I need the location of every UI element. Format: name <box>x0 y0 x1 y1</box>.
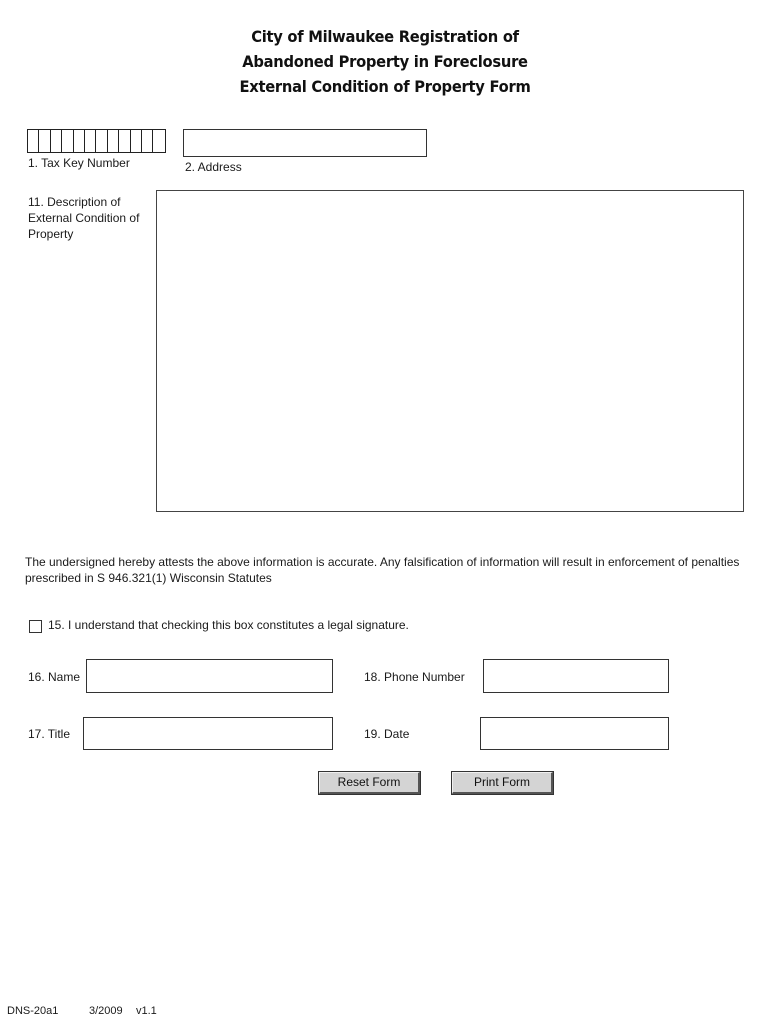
tax-key-digit-7[interactable] <box>96 130 107 152</box>
tax-key-digit-10[interactable] <box>131 130 142 152</box>
print-form-button[interactable]: Print Form <box>452 772 553 794</box>
form-title <box>31 24 739 99</box>
title-input[interactable] <box>83 717 333 750</box>
tax-key-digit-6[interactable] <box>85 130 96 152</box>
date-input[interactable] <box>480 717 669 750</box>
address-input[interactable] <box>183 129 427 157</box>
signature-checkbox[interactable] <box>29 620 42 633</box>
phone-number-input[interactable] <box>483 659 669 693</box>
reset-form-button[interactable]: Reset Form <box>319 772 420 794</box>
tax-key-digit-9[interactable] <box>119 130 130 152</box>
tax-key-digit-12[interactable] <box>153 130 164 152</box>
title-label: 17. Title <box>28 727 71 741</box>
footer-version: v1.1 <box>136 1005 157 1017</box>
tax-key-digit-1[interactable] <box>28 130 39 152</box>
tax-key-digit-5[interactable] <box>74 130 85 152</box>
tax-key-digit-2[interactable] <box>39 130 50 152</box>
description-textarea[interactable] <box>156 190 744 512</box>
name-label: 16. Name <box>28 670 81 684</box>
address-label: 2. Address <box>185 160 242 174</box>
name-input[interactable] <box>86 659 333 693</box>
signature-label: 15. I understand that checking this box constitutes a legal signature. <box>48 618 409 632</box>
tax-key-digit-3[interactable] <box>51 130 62 152</box>
tax-key-digit-4[interactable] <box>62 130 73 152</box>
attestation-text: The undersigned hereby attests the above information is accurate. Any falsification of information will result in enforcement of penalties prescribed in S 946.321(1) Wisconsin Statutes <box>25 555 740 585</box>
footer-date: 3/2009 <box>89 1005 123 1017</box>
phone-number-label: 18. Phone Number <box>364 670 465 684</box>
description-label: 11. Description of External Condition of Property <box>28 195 140 241</box>
tax-key-digit-11[interactable] <box>142 130 153 152</box>
tax-key-label: 1. Tax Key Number <box>28 156 130 170</box>
title-line-2: Abandoned Property in Foreclosure <box>242 52 528 71</box>
date-label: 19. Date <box>364 727 410 741</box>
title-line-3: External Condition of Property Form <box>239 77 531 96</box>
tax-key-digit-8[interactable] <box>108 130 119 152</box>
footer-form-id: DNS-20a1 <box>7 1005 59 1017</box>
tax-key-input-group <box>27 129 166 153</box>
title-line-1: City of Milwaukee Registration of <box>251 27 519 46</box>
